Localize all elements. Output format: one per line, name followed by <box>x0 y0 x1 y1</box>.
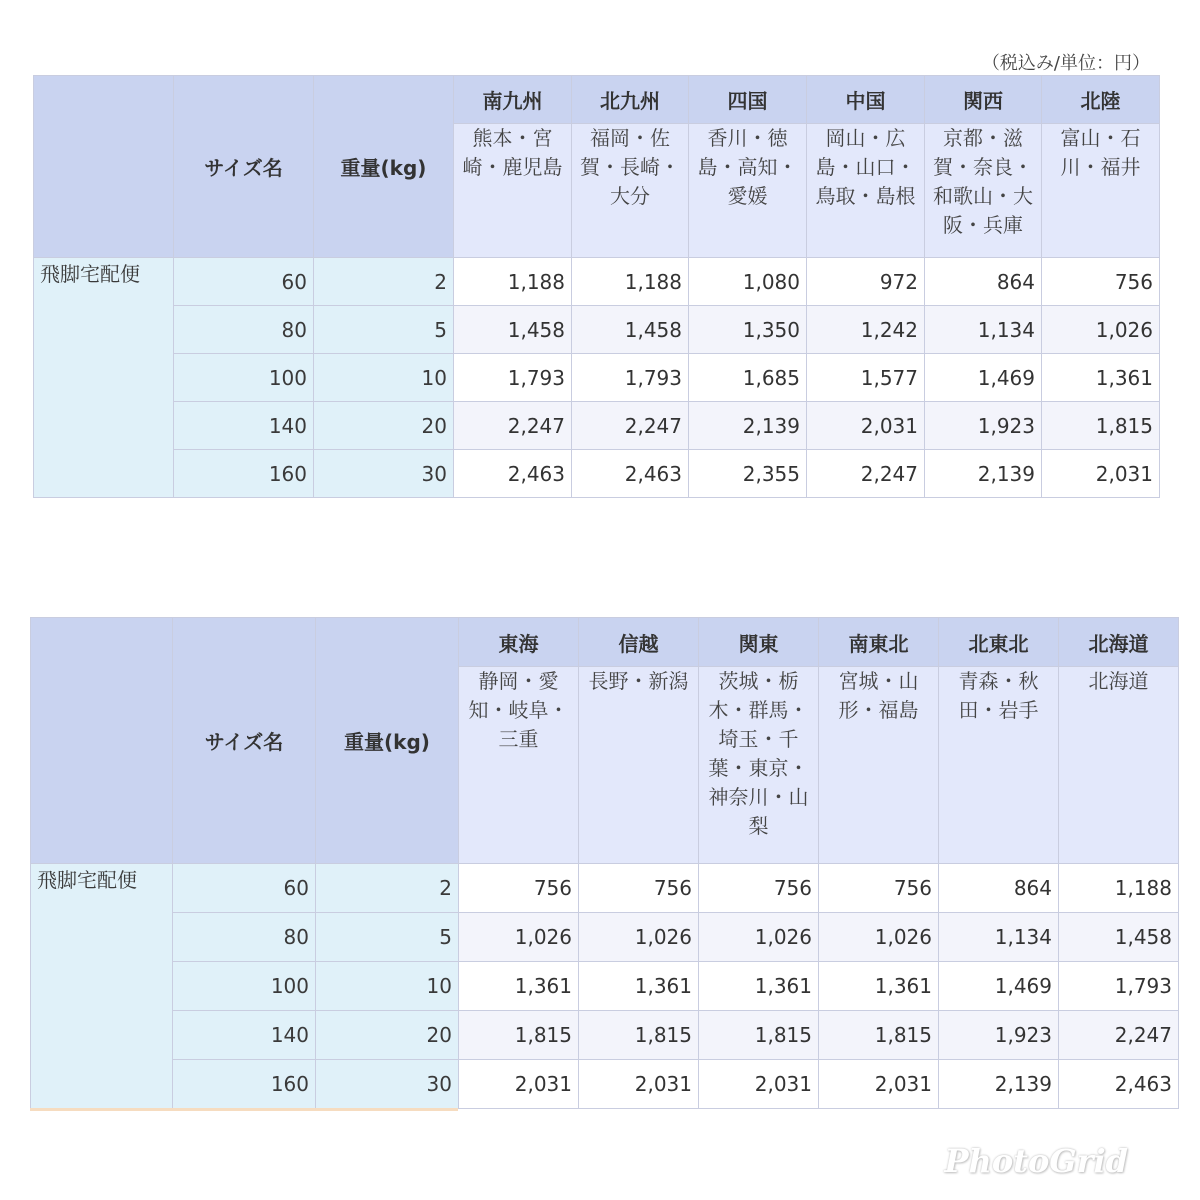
price-cell: 1,458 <box>1059 913 1179 962</box>
price-cell: 1,188 <box>1059 864 1179 913</box>
service-name: 飛脚宅配便 <box>31 864 173 1109</box>
region-header: 四国 <box>689 76 807 124</box>
price-cell: 1,458 <box>572 306 689 354</box>
price-cell: 1,458 <box>454 306 572 354</box>
weight-cell: 10 <box>314 354 454 402</box>
price-cell: 2,463 <box>1059 1060 1179 1109</box>
price-cell: 1,685 <box>689 354 807 402</box>
table-row <box>31 1011 1179 1060</box>
size-cell: 160 <box>174 450 314 498</box>
table-row <box>34 354 1160 402</box>
price-cell: 2,139 <box>925 450 1042 498</box>
table-row <box>31 962 1179 1011</box>
region-header: 中国 <box>807 76 925 124</box>
weight-cell: 5 <box>314 306 454 354</box>
size-cell: 100 <box>173 962 316 1011</box>
region-prefectures: 宮城・山形・福島 <box>819 667 939 864</box>
price-cell: 756 <box>459 864 579 913</box>
price-cell: 864 <box>939 864 1059 913</box>
price-cell: 756 <box>1042 258 1160 306</box>
region-prefectures: 長野・新潟 <box>579 667 699 864</box>
region-header: 北東北 <box>939 618 1059 667</box>
unit-note: （税込み/単位：円） <box>981 53 1150 74</box>
price-cell: 1,361 <box>699 962 819 1011</box>
price-cell: 1,026 <box>459 913 579 962</box>
price-cell: 1,577 <box>807 354 925 402</box>
photogrid-watermark: PhotoGrid <box>944 1142 1128 1180</box>
table-row <box>34 450 1160 498</box>
price-cell: 2,247 <box>454 402 572 450</box>
price-cell: 1,026 <box>579 913 699 962</box>
size-cell: 80 <box>173 913 316 962</box>
size-cell: 60 <box>174 258 314 306</box>
price-cell: 1,361 <box>579 962 699 1011</box>
price-cell: 1,026 <box>699 913 819 962</box>
region-prefectures: 北海道 <box>1059 667 1179 864</box>
price-cell: 1,080 <box>689 258 807 306</box>
region-header: 関西 <box>925 76 1042 124</box>
price-cell: 1,793 <box>572 354 689 402</box>
price-cell: 1,350 <box>689 306 807 354</box>
price-cell: 1,793 <box>1059 962 1179 1011</box>
price-cell: 1,361 <box>459 962 579 1011</box>
price-cell: 1,815 <box>1042 402 1160 450</box>
price-cell: 1,793 <box>454 354 572 402</box>
size-cell: 80 <box>174 306 314 354</box>
price-cell: 2,355 <box>689 450 807 498</box>
size-cell: 140 <box>174 402 314 450</box>
region-prefectures: 富山・石川・福井 <box>1042 124 1160 258</box>
price-cell: 2,463 <box>454 450 572 498</box>
price-cell: 2,247 <box>1059 1011 1179 1060</box>
price-cell: 2,247 <box>572 402 689 450</box>
price-cell: 1,923 <box>925 402 1042 450</box>
price-cell: 1,188 <box>572 258 689 306</box>
region-header: 南九州 <box>454 76 572 124</box>
price-cell: 1,469 <box>939 962 1059 1011</box>
table-row <box>31 913 1179 962</box>
weight-cell: 10 <box>316 962 459 1011</box>
price-cell: 2,031 <box>1042 450 1160 498</box>
price-cell: 1,134 <box>925 306 1042 354</box>
price-cell: 1,815 <box>819 1011 939 1060</box>
region-header: 南東北 <box>819 618 939 667</box>
size-cell: 160 <box>173 1060 316 1109</box>
price-cell: 972 <box>807 258 925 306</box>
region-prefectures: 香川・徳島・高知・愛媛 <box>689 124 807 258</box>
price-cell: 1,188 <box>454 258 572 306</box>
weight-cell: 20 <box>314 402 454 450</box>
price-cell: 1,815 <box>699 1011 819 1060</box>
region-header: 関東 <box>699 618 819 667</box>
header-blank-cell <box>31 618 173 864</box>
price-cell: 2,463 <box>572 450 689 498</box>
weight-header: 重量(kg) <box>316 618 459 864</box>
size-cell: 100 <box>174 354 314 402</box>
size-cell: 140 <box>173 1011 316 1060</box>
weight-cell: 20 <box>316 1011 459 1060</box>
size-header: サイズ名 <box>173 618 316 864</box>
weight-header: 重量(kg) <box>314 76 454 258</box>
region-prefectures: 茨城・栃木・群馬・埼玉・千葉・東京・神奈川・山梨 <box>699 667 819 864</box>
price-cell: 756 <box>819 864 939 913</box>
price-cell: 2,247 <box>807 450 925 498</box>
table-row <box>31 864 1179 913</box>
rate-table-west <box>33 75 1160 498</box>
region-prefectures: 岡山・広島・山口・鳥取・島根 <box>807 124 925 258</box>
price-cell: 2,139 <box>689 402 807 450</box>
weight-cell: 30 <box>316 1060 459 1109</box>
price-cell: 2,031 <box>699 1060 819 1109</box>
table-row <box>34 306 1160 354</box>
price-cell: 1,361 <box>819 962 939 1011</box>
price-cell: 2,139 <box>939 1060 1059 1109</box>
price-cell: 756 <box>699 864 819 913</box>
region-prefectures: 熊本・宮崎・鹿児島 <box>454 124 572 258</box>
weight-cell: 5 <box>316 913 459 962</box>
service-name: 飛脚宅配便 <box>34 258 174 498</box>
price-cell: 1,361 <box>1042 354 1160 402</box>
region-prefectures: 京都・滋賀・奈良・和歌山・大阪・兵庫 <box>925 124 1042 258</box>
header-blank-cell <box>34 76 174 258</box>
region-prefectures: 福岡・佐賀・長崎・大分 <box>572 124 689 258</box>
region-header: 北九州 <box>572 76 689 124</box>
weight-cell: 2 <box>316 864 459 913</box>
rate-table-east <box>30 617 1179 1109</box>
price-cell: 2,031 <box>819 1060 939 1109</box>
region-prefectures: 静岡・愛知・岐阜・三重 <box>459 667 579 864</box>
region-prefectures: 青森・秋田・岩手 <box>939 667 1059 864</box>
price-cell: 1,815 <box>459 1011 579 1060</box>
table-row <box>31 1060 1179 1109</box>
cropped-row-strip <box>30 1108 458 1111</box>
price-cell: 1,026 <box>819 913 939 962</box>
price-cell: 1,815 <box>579 1011 699 1060</box>
size-cell: 60 <box>173 864 316 913</box>
price-cell: 1,923 <box>939 1011 1059 1060</box>
size-header: サイズ名 <box>174 76 314 258</box>
price-cell: 2,031 <box>459 1060 579 1109</box>
price-cell: 1,242 <box>807 306 925 354</box>
region-header: 北陸 <box>1042 76 1160 124</box>
table-row <box>34 402 1160 450</box>
region-header: 信越 <box>579 618 699 667</box>
weight-cell: 30 <box>314 450 454 498</box>
price-cell: 2,031 <box>807 402 925 450</box>
price-cell: 1,026 <box>1042 306 1160 354</box>
price-cell: 1,134 <box>939 913 1059 962</box>
region-header: 北海道 <box>1059 618 1179 667</box>
price-cell: 756 <box>579 864 699 913</box>
price-cell: 864 <box>925 258 1042 306</box>
price-cell: 1,469 <box>925 354 1042 402</box>
weight-cell: 2 <box>314 258 454 306</box>
region-header: 東海 <box>459 618 579 667</box>
table-row <box>34 258 1160 306</box>
price-cell: 2,031 <box>579 1060 699 1109</box>
